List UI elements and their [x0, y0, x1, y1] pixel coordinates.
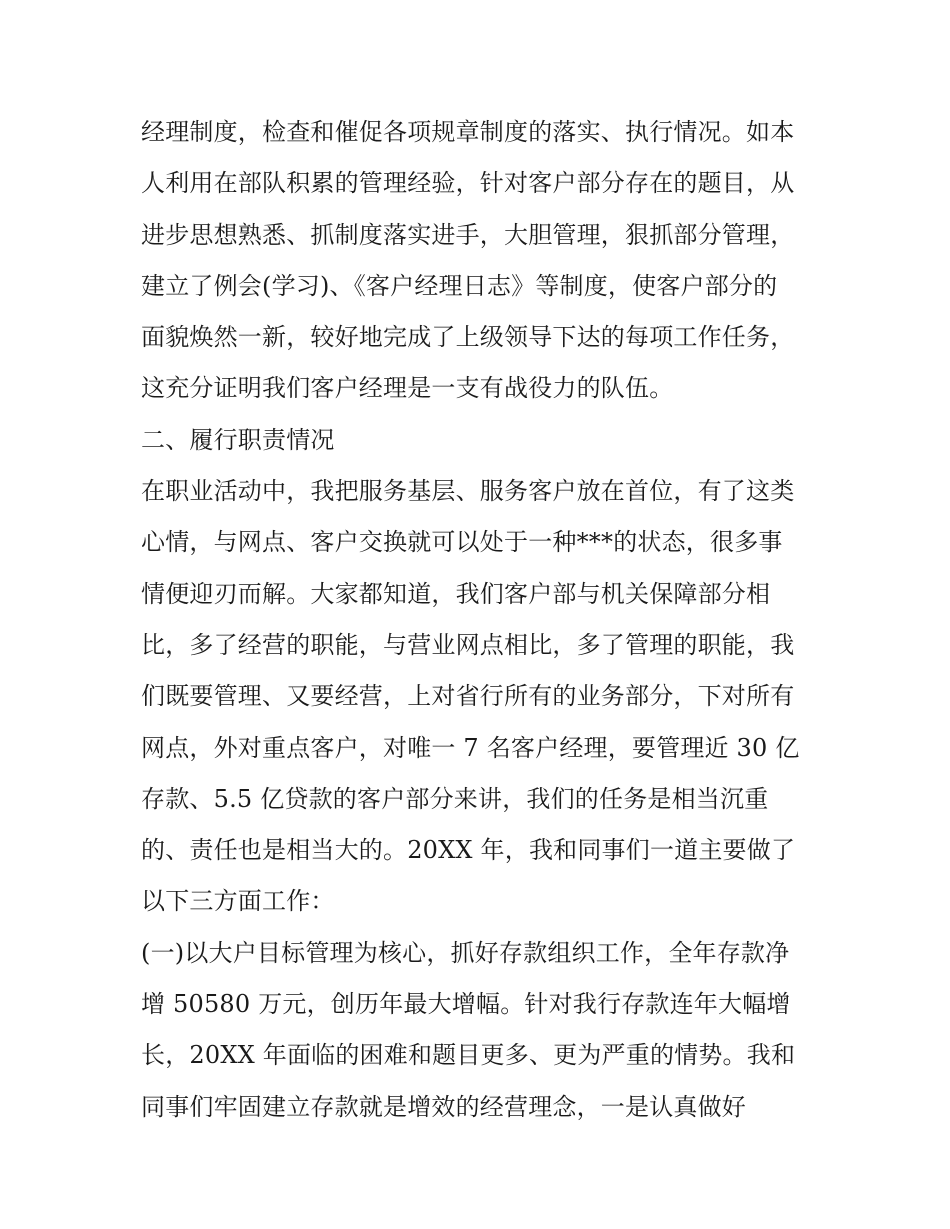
paragraph-line: 在职业活动中，我把服务基层、服务客户放在首位，有了这类 — [141, 477, 795, 506]
paragraph-line: 人利用在部队积累的管理经验，针对客户部分存在的题目，从 — [141, 169, 795, 198]
paragraph-line: 网点，外对重点客户，对唯一 7 名客户经理，要管理近 30 亿 — [141, 733, 800, 762]
paragraph-line: 们既要管理、又要经营，上对省行所有的业务部分，下对所有 — [141, 682, 795, 711]
paragraph-line: 比，多了经营的职能，与营业网点相比，多了管理的职能，我 — [141, 630, 795, 659]
paragraph-line: 心情，与网点、客户交换就可以处于一种***的状态，很多事 — [141, 528, 783, 557]
paragraph-line: 的、责任也是相当大的。20XX 年，我和同事们一道主要做了 — [141, 836, 796, 865]
paragraph-line: (一)以大户目标管理为核心，抓好存款组织工作，全年存款净 — [141, 938, 790, 967]
paragraph-line: 建立了例会(学习)、《客户经理日志》等制度，使客户部分的 — [141, 271, 778, 300]
document-body — [141, 107, 821, 1133]
paragraph-line: 存款、5.5 亿贷款的客户部分来讲，我们的任务是相当沉重 — [141, 784, 769, 813]
paragraph-line: 面貌焕然一新，较好地完成了上级领导下达的每项工作任务， — [141, 323, 795, 352]
paragraph-line: 以下三方面工作： — [141, 887, 335, 916]
paragraph-line: 同事们牢固建立存款就是增效的经营理念，一是认真做好 — [141, 1092, 746, 1121]
paragraph-line: 这充分证明我们客户经理是一支有战役力的队伍。 — [141, 374, 674, 403]
paragraph-line: 长，20XX 年面临的困难和题目更多、更为严重的情势。我和 — [141, 1041, 796, 1070]
paragraph-line: 情便迎刃而解。大家都知道，我们客户部与机关保障部分相 — [141, 579, 771, 608]
section-heading: 二、履行职责情况 — [141, 425, 335, 454]
paragraph-line: 进步思想熟悉、抓制度落实进手，大胆管理，狠抓部分管理， — [141, 220, 795, 249]
paragraph-line: 经理制度，检查和催促各项规章制度的落实、执行情况。如本 — [141, 118, 795, 146]
paragraph-line: 增 50580 万元，创历年最大增幅。针对我行存款连年大幅增 — [141, 990, 791, 1019]
